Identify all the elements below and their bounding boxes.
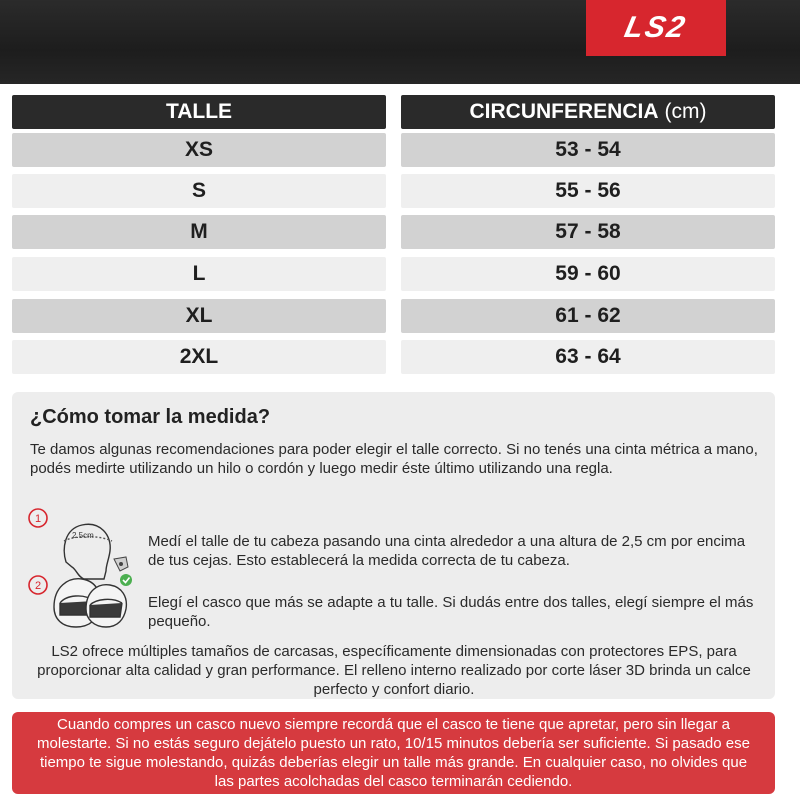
how-to-title: ¿Cómo tomar la medida? <box>30 406 271 428</box>
size-cell: 2XL <box>12 340 386 374</box>
circumference-cell: 59 - 60 <box>401 257 775 291</box>
measuring-tape-icon <box>114 557 128 571</box>
helmet-selected-icon <box>86 585 126 627</box>
header-size <box>12 95 386 129</box>
step-1-number-icon <box>29 509 47 527</box>
step-2-text: Elegí el casco que más se adapte a tu talle. Si dudás entre dos talles, elegí siempre el más pequeño. <box>148 594 754 630</box>
how-to-intro: Te damos algunas recomendaciones para poder elegir el talle correcto. Si no tenés una cinta métrica a mano, podés medirte utilizando un hilo o cordón y luego medir éste último utilizando una regla. <box>30 441 758 477</box>
svg-text:1: 1 <box>34 513 42 525</box>
step-1-text: Medí el talle de tu cabeza pasando una cinta alrededor a una altura de 2,5 cm por encima de tus cejas. Esto establecerá la medida correcta de tu cabeza. <box>148 533 746 569</box>
size-cell: M <box>12 215 386 249</box>
size-cell: S <box>12 174 386 208</box>
logo-text: LS2 <box>622 11 691 44</box>
top-banner <box>0 0 800 84</box>
header-circumference-label: CIRCUNFERENCIA <box>469 100 659 123</box>
header-circumference <box>401 95 775 129</box>
circumference-cell: 61 - 62 <box>401 299 775 333</box>
warning-banner <box>12 712 775 794</box>
size-cell: XS <box>12 133 386 167</box>
how-to-measure-panel <box>12 392 775 699</box>
warning-text: Cuando compres un casco nuevo siempre recordá que el casco te tiene que apretar, pero sin llegar a molestarte. Si no estás seguro dejátelo puesto un rato, 10/15 minutos debería ser suficiente. Si pasado ese tiempo te sigue molestando, quizás deberías elegir un talle más grande. En cualquier caso, no olvides que las partes acolchadas del casco terminarán cediendo. <box>37 716 750 790</box>
ls2-logo <box>586 0 726 56</box>
circumference-cell: 53 - 54 <box>401 133 775 167</box>
how-to-outro: LS2 ofrece múltiples tamaños de carcasas, específicamente dimensionadas con protectores EPS, para proporcionar alta calidad y gran performance. El relleno interno realizado por corte láser 3D brinda un calce perfecto y confort diario. <box>37 643 751 698</box>
header-size-label: TALLE <box>165 100 233 123</box>
measure-label: 2.5cm <box>72 531 94 540</box>
size-cell: XL <box>12 299 386 333</box>
step-2-number-icon <box>29 576 47 594</box>
header-circumference-unit: (cm) <box>664 100 707 123</box>
circumference-cell: 55 - 56 <box>401 174 775 208</box>
svg-text:2: 2 <box>34 580 42 592</box>
check-icon <box>120 574 132 586</box>
size-cell: L <box>12 257 386 291</box>
circumference-cell: 57 - 58 <box>401 215 775 249</box>
circumference-cell: 63 - 64 <box>401 340 775 374</box>
measurement-illustration <box>26 507 136 632</box>
